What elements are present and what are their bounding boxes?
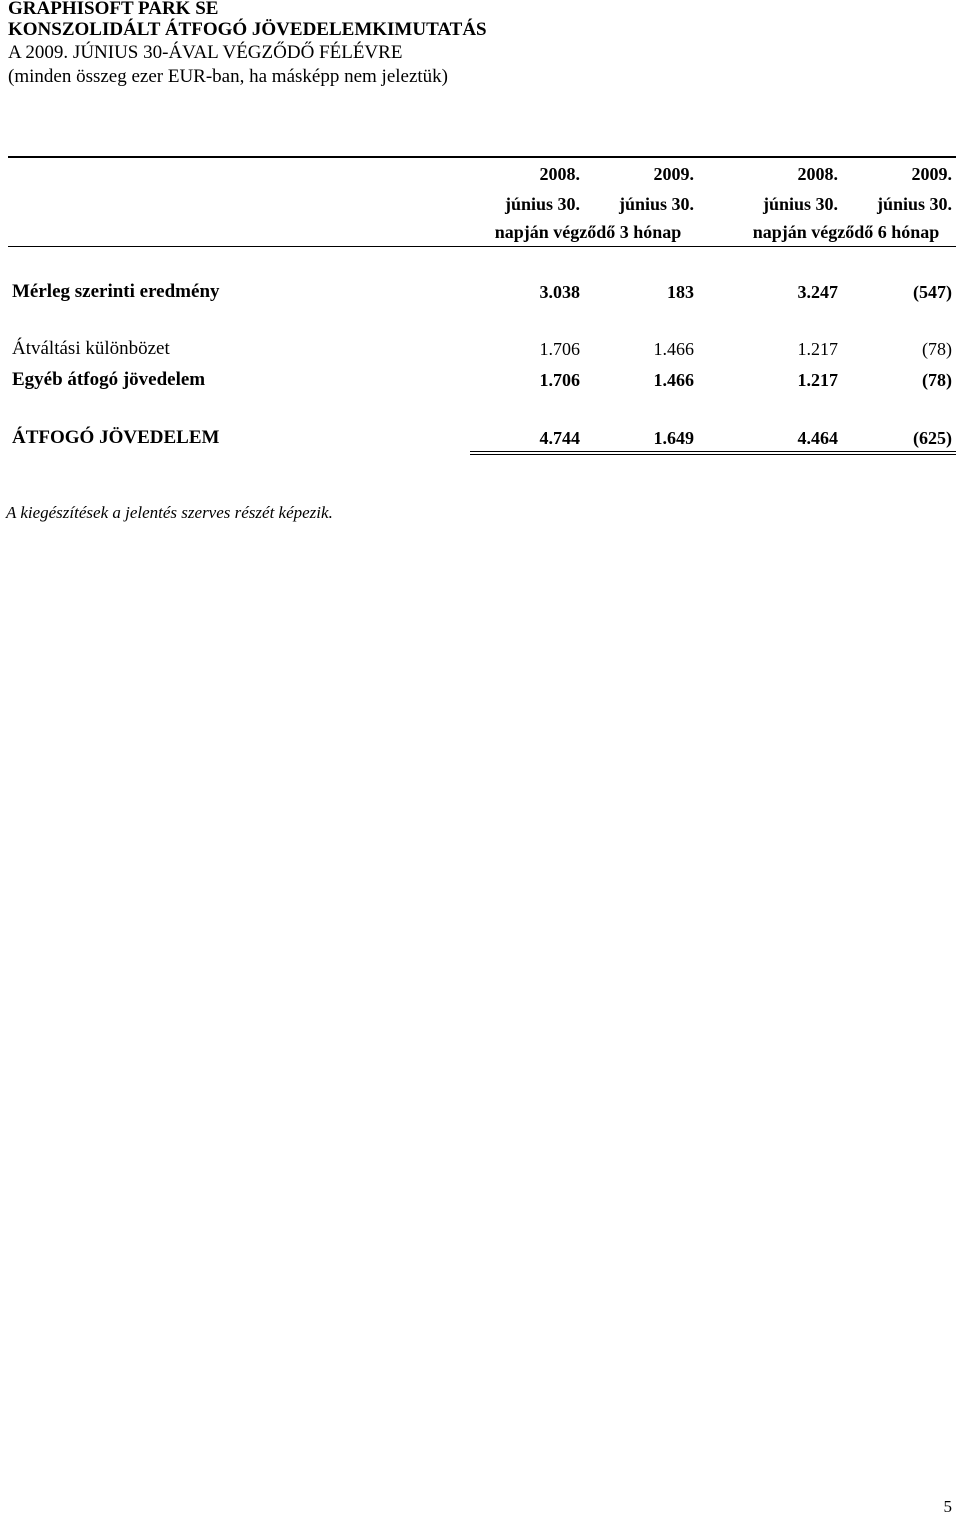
currency-note: (minden összeg ezer EUR-ban, ha másképp nem jeleztük) [8, 66, 449, 87]
value-cell: 4.744 [539, 428, 580, 448]
footnote: A kiegészítések a jelentés szerves részét képezik. [6, 503, 333, 522]
row-label-translation-difference: Átváltási különbözet [12, 338, 170, 359]
value-cell: 1.706 [539, 370, 580, 390]
value-cell: 1.217 [797, 370, 838, 390]
total-underline-top [470, 451, 956, 452]
col-date-2: június 30. [618, 194, 694, 214]
value-cell: 3.038 [539, 282, 580, 302]
value-cell: 1.649 [653, 428, 694, 448]
value-cell: (547) [913, 282, 952, 302]
table-top-rule [8, 156, 956, 158]
header-bottom-rule [8, 246, 956, 247]
value-cell: (78) [922, 339, 952, 359]
col-group-3-months: napján végződő 3 hónap [494, 222, 682, 242]
col-year-3: 2008. [797, 164, 838, 184]
statement-period: A 2009. JÚNIUS 30-ÁVAL VÉGZŐDŐ FÉLÉVRE [8, 42, 403, 63]
col-year-1: 2008. [539, 164, 580, 184]
value-cell: 1.706 [539, 339, 580, 359]
value-cell: (78) [922, 370, 952, 390]
value-cell: 3.247 [797, 282, 838, 302]
col-year-2: 2009. [653, 164, 694, 184]
col-date-4: június 30. [876, 194, 952, 214]
row-label-total-comprehensive-income: ÁTFOGÓ JÖVEDELEM [12, 427, 220, 448]
statement-title: KONSZOLIDÁLT ÁTFOGÓ JÖVEDELEMKIMUTATÁS [8, 19, 487, 40]
value-cell: 1.466 [653, 370, 694, 390]
total-underline-bottom [470, 454, 956, 455]
value-cell: 183 [667, 282, 694, 302]
row-label-other-comprehensive-income: Egyéb átfogó jövedelem [12, 369, 206, 390]
page-number: 5 [943, 1497, 952, 1516]
col-year-4: 2009. [911, 164, 952, 184]
value-cell: 1.217 [797, 339, 838, 359]
col-date-3: június 30. [762, 194, 838, 214]
company-name: GRAPHISOFT PARK SE [8, 0, 219, 19]
row-label-net-income: Mérleg szerinti eredmény [12, 281, 220, 302]
col-date-1: június 30. [504, 194, 580, 214]
value-cell: 4.464 [797, 428, 838, 448]
col-group-6-months: napján végződő 6 hónap [752, 222, 940, 242]
value-cell: 1.466 [653, 339, 694, 359]
value-cell: (625) [913, 428, 952, 448]
